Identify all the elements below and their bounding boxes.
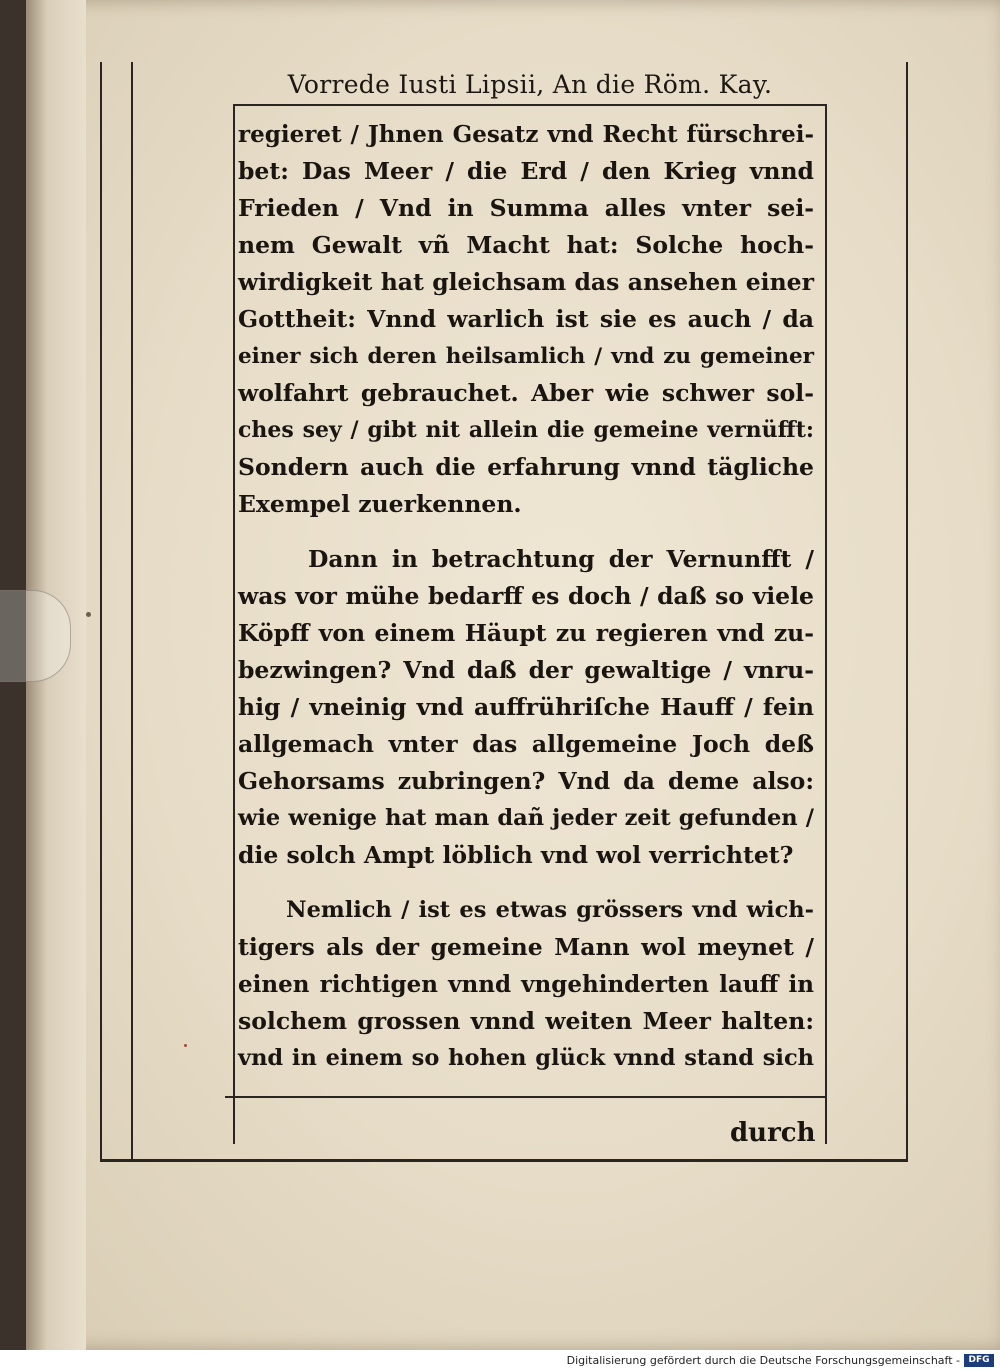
running-head: Vorrede Iusti Lipsii, An die Röm. Kay. [287, 70, 773, 99]
text-line: nem Gewalt vñ Macht hat: Solche hoch- [238, 231, 814, 259]
text-line: allgemach vnter das allgemeine Joch deß [238, 730, 814, 758]
page-clip [0, 590, 71, 682]
text-line: ches sey / gibt nit allein die gemeine vernüfft: [238, 417, 814, 443]
body-text [238, 116, 814, 1077]
text-line: Nemlich / ist es etwas grössers vnd wich- [286, 897, 814, 923]
text-line: solchem grossen vnnd weiten Meer halten: [238, 1007, 814, 1035]
text-line: Dann in betrachtung der Vernunfft / [308, 545, 814, 573]
text-line: wirdigkeit hat gleichsam das ansehen einer [238, 268, 814, 296]
paragraph-1 [238, 116, 814, 523]
text-line: Frieden / Vnd in Summa alles vnter sei- [238, 194, 814, 222]
text-line: bezwingen? Vnd daß der gewaltige / vnru- [238, 656, 814, 684]
paragraph-2 [238, 541, 814, 874]
text-line: bet: Das Meer / die Erd / den Krieg vnnd [238, 157, 814, 185]
text-line: Gottheit: Vnnd warlich ist sie es auch / da [238, 305, 814, 333]
text-line: regieret / Jhnen Gesatz vnd Recht fürschrei- [238, 121, 814, 148]
text-line: tigers als der gemeine Mann wol meynet / [238, 933, 814, 961]
header-rule [233, 104, 827, 106]
text-line: Köpff von einem Häupt zu regieren vnd zu- [238, 619, 814, 647]
left-column-rule [233, 104, 235, 1144]
text-line: einer sich deren heilsamlich / vnd zu gemeiner [238, 344, 814, 369]
dfg-logo-icon: DFG [964, 1354, 994, 1367]
catchword: durch [730, 1118, 816, 1148]
text-line: was vor mühe bedarff es doch / daß so viele [238, 582, 814, 610]
text-line: hig / vneinig vnd auffrühriſche Hauff / fein [238, 693, 814, 721]
footer-credit: Digitalisierung gefördert durch die Deutsche Forschungsgemeinschaft - [566, 1354, 960, 1367]
text-line: Exempel zuerkennen. [238, 490, 522, 518]
bottom-rule [225, 1096, 827, 1098]
paragraph-3 [238, 892, 814, 1077]
ink-spot [86, 612, 91, 617]
right-column-rule [825, 104, 827, 1144]
text-line: die solch Ampt löblich vnd wol verrichtet? [238, 841, 794, 869]
text-line: Gehorsams zubringen? Vnd da deme also: [238, 767, 814, 795]
text-line: wolfahrt gebrauchet. Aber wie schwer sol- [238, 379, 814, 407]
text-line: vnd in einem so hohen glück vnnd stand sich [238, 1045, 814, 1071]
text-line: wie wenige hat man dañ jeder zeit gefunden / [238, 805, 814, 831]
text-line: einen richtigen vnnd vngehinderten lauff in [238, 971, 814, 998]
text-line: Sondern auch die erfahrung vnnd tägliche [238, 453, 814, 481]
